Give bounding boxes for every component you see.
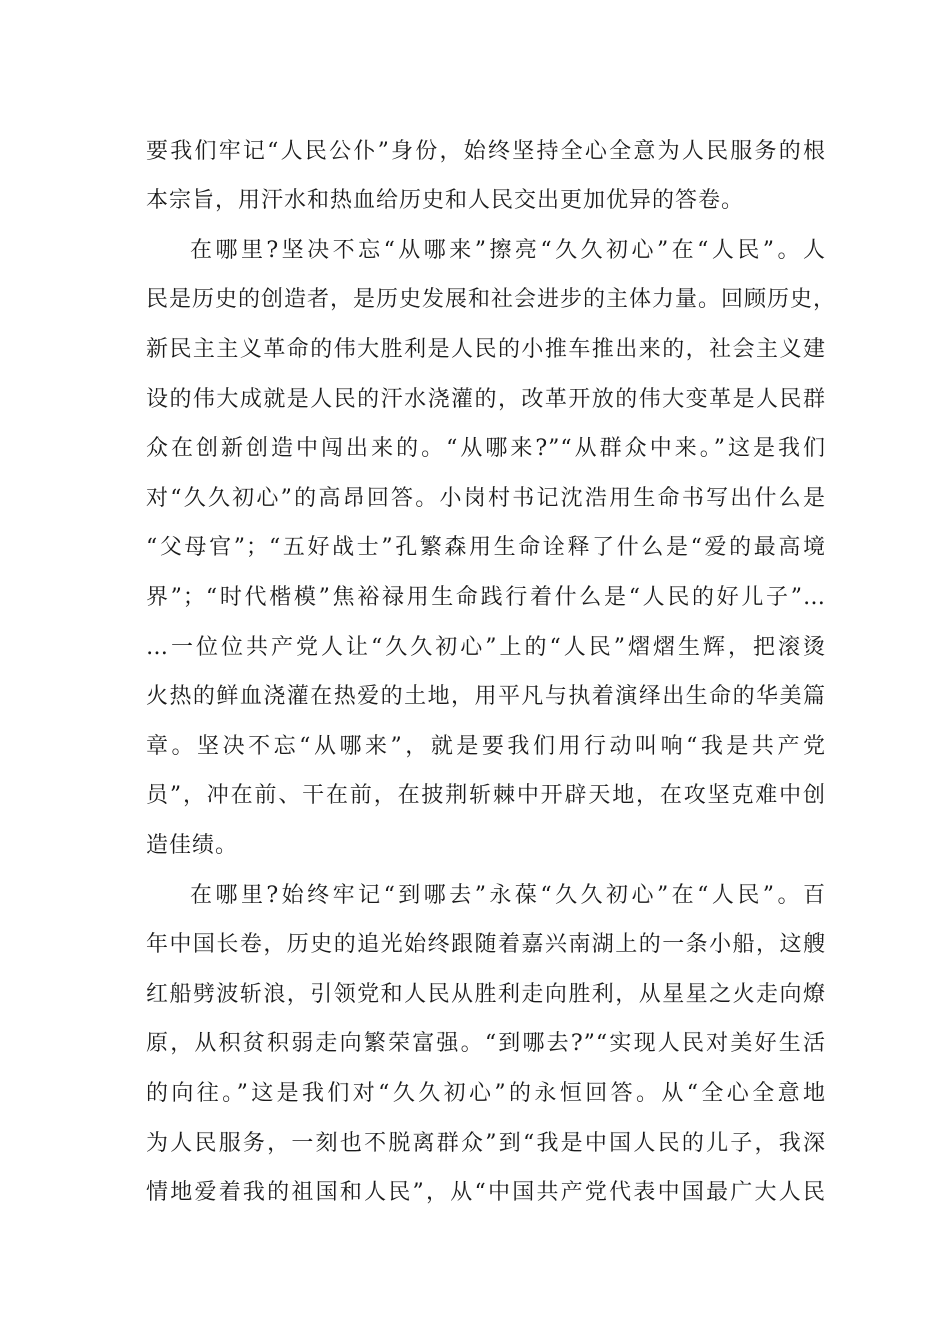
text-line: 情地爱着我的祖国和人民”，从“中国共产党代表中国最广大人民 (146, 1180, 826, 1205)
text-line: 新民主主义革命的伟大胜利是人民的小推车推出来的，社会主义建 (146, 337, 826, 362)
text-line: 设的伟大成就是人民的汗水浇灌的，改革开放的伟大变革是人民群 (146, 387, 826, 412)
text-line: 本宗旨，用汗水和热血给历史和人民交出更加优异的答卷。 (146, 188, 745, 213)
text-line: 造佳绩。 (146, 833, 239, 858)
text-line: 民是历史的创造者，是历史发展和社会进步的主体力量。回顾历史， (146, 287, 837, 312)
paragraph-first-line: 在哪里?坚决不忘“从哪来”擦亮“久久初心”在“人民”。人 (190, 238, 826, 263)
text-line: 火热的鲜血浇灌在热爱的土地，用平凡与执着演绎出生命的华美篇 (146, 684, 826, 709)
text-line: 原，从积贫积弱走向繁荣富强。“到哪去?”“实现人民对美好生活 (146, 1031, 826, 1056)
text-line: 章。坚决不忘“从哪来”，就是要我们用行动叫响“我是共产党 (146, 734, 826, 759)
text-line: 界”；“时代楷模”焦裕禄用生命践行着什么是“人民的好儿子”… (146, 585, 826, 610)
text-line: 对“久久初心”的高昂回答。小岗村书记沈浩用生命书写出什么是 (146, 486, 826, 511)
text-line: 为人民服务，一刻也不脱离群众”到“我是中国人民的儿子，我深 (146, 1131, 826, 1156)
text-line: 众在创新创造中闯出来的。“从哪来?”“从群众中来。”这是我们 (146, 436, 826, 461)
text-line: 要我们牢记“人民公仆”身份，始终坚持全心全意为人民服务的根 (146, 139, 826, 164)
text-line: 员”，冲在前、干在前，在披荆斩棘中开辟天地，在攻坚克难中创 (146, 783, 826, 808)
text-line: 红船劈波斩浪，引领党和人民从胜利走向胜利，从星星之火走向燎 (146, 982, 826, 1007)
text-line: “父母官”；“五好战士”孔繁森用生命诠释了什么是“爱的最高境 (146, 535, 826, 560)
text-line: 年中国长卷，历史的追光始终跟随着嘉兴南湖上的一条小船，这艘 (146, 932, 826, 957)
paragraph-first-line: 在哪里?始终牢记“到哪去”永葆“久久初心”在“人民”。百 (190, 883, 826, 908)
text-line: 的向往。”这是我们对“久久初心”的永恒回答。从“全心全意地 (146, 1081, 826, 1106)
text-line: …一位位共产党人让“久久初心”上的“人民”熠熠生辉，把滚烫 (146, 635, 826, 660)
